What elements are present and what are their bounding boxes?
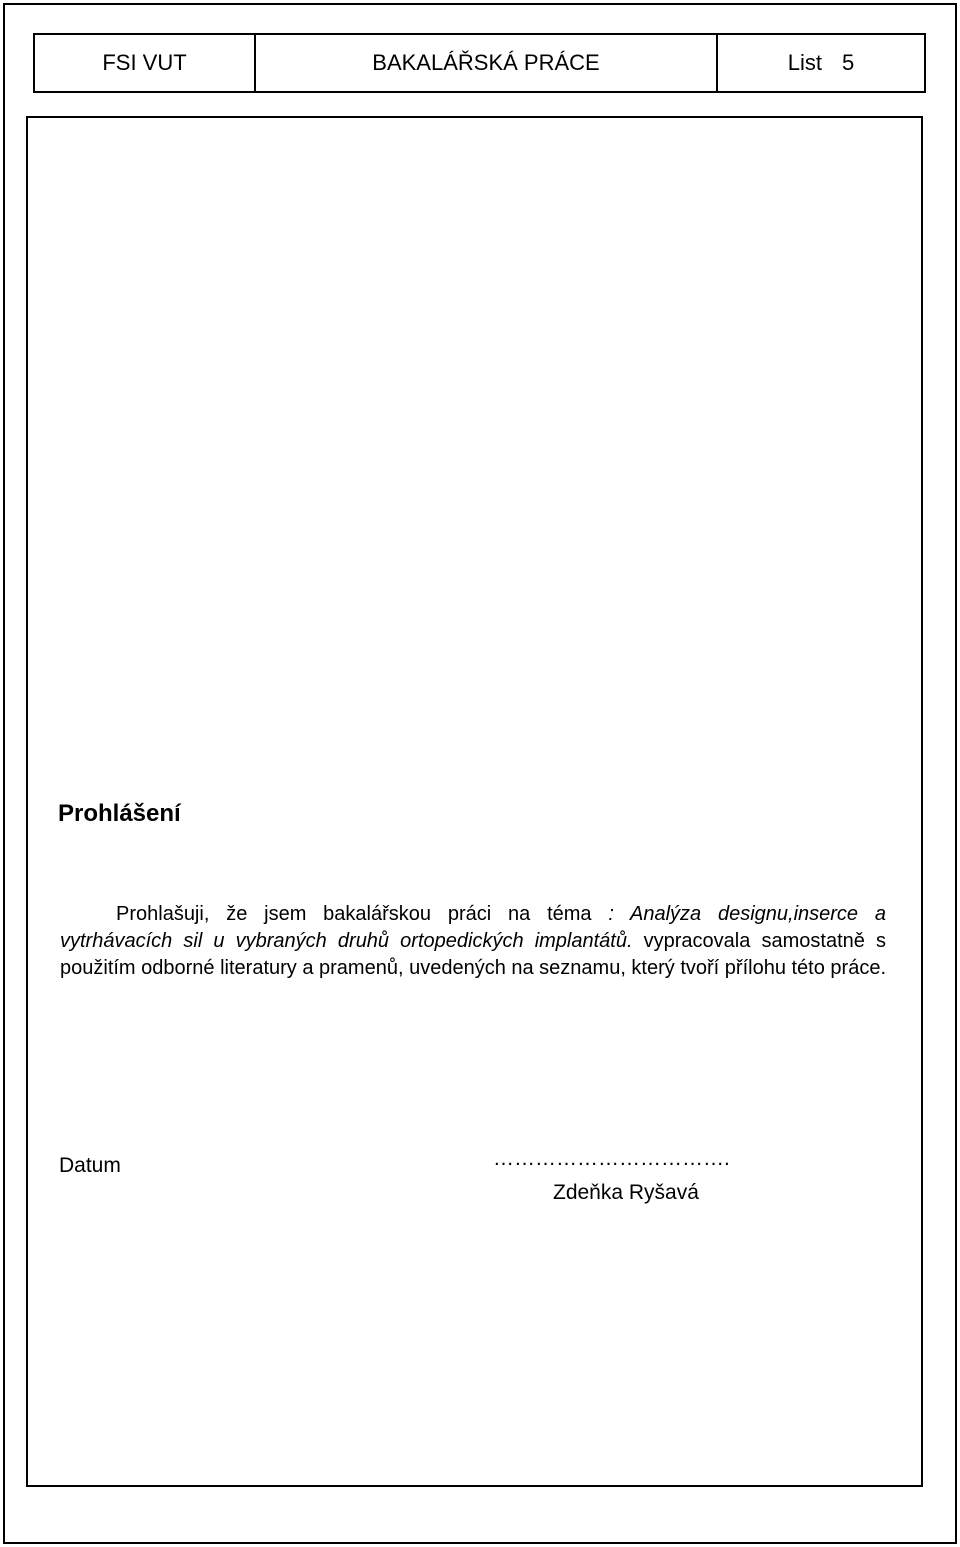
header-faculty: FSI VUT — [35, 35, 256, 91]
sheet-label: List — [787, 50, 822, 75]
header-sheet — [718, 35, 924, 91]
declaration-heading: Prohlášení — [58, 800, 181, 827]
declaration-paragraph — [60, 901, 886, 982]
document-header — [33, 33, 926, 93]
thesis-topic: : Analýza designu,inserce a vytrhávacích sil u vybraných druhů ortopedických implantátů. — [60, 903, 886, 952]
signature-line: ……………………………. — [493, 1147, 730, 1170]
declaration-body: vypracovala samostatně s použitím odborné literatury a pramenů, uvedených na seznamu, který tvoří přílohu této práce. — [60, 930, 886, 979]
date-label: Datum — [59, 1154, 121, 1177]
declaration-intro: Prohlašuji, že jsem bakalářskou práci na téma — [116, 903, 609, 925]
header-thesis-type: BAKALÁŘSKÁ PRÁCE — [256, 35, 718, 91]
author-name: Zdeňka Ryšavá — [553, 1181, 699, 1204]
sheet-number: 5 — [842, 50, 855, 75]
